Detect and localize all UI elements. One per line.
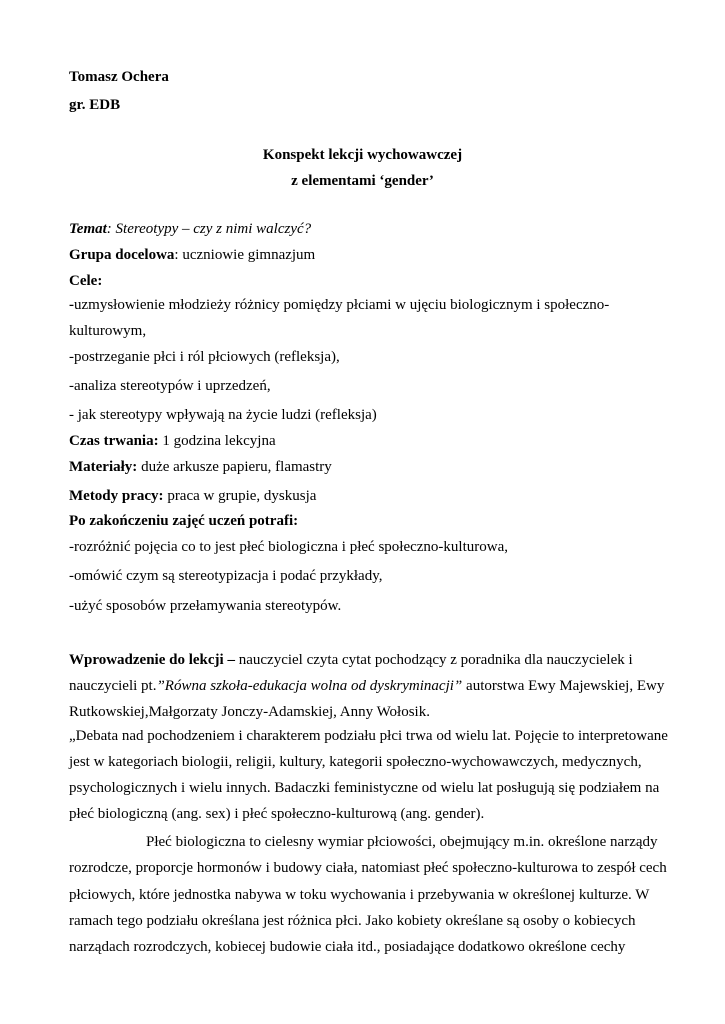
quote-line-4: płeć biologiczną (ang. sex) i płeć społeczno-kulturową (ang. gender).: [69, 806, 485, 822]
duration-label: Czas trwania:: [69, 433, 159, 449]
intro-label: Wprowadzenie do lekcji –: [69, 652, 235, 668]
outcome-item-3: -użyć sposobów przełamywania stereotypów.: [69, 598, 342, 614]
target-group-value: : uczniowie gimnazjum: [174, 247, 316, 263]
quote-line-6: rozrodcze, proporcje hormonów i budowy ciała, natomiast płeć społeczno-kulturowa to zespół cech: [69, 860, 667, 876]
outcomes-label: Po zakończeniu zajęć uczeń potrafi:: [69, 513, 299, 529]
quote-line-2: jest w kategoriach biologii, religii, kultury, kategorii społeczno-wychowawczych, medycznych,: [69, 754, 642, 770]
goal-item-1: -uzmysłowienie młodzieży różnicy pomiędzy płciami w ujęciu biologicznym i społeczno-: [69, 297, 610, 313]
goal-item-3: -analiza stereotypów i uprzedzeń,: [69, 378, 271, 394]
quote-line-5: Płeć biologiczna to cielesny wymiar płciowości, obejmujący m.in. określone narządy: [146, 834, 658, 850]
intro-line-2: nauczycieli pt.”Równa szkoła-edukacja wolna od dyskryminacji” autorstwa Ewy Majewskiej, Ewy: [69, 678, 665, 694]
materials-label: Materiały:: [69, 459, 138, 475]
topic-line: [69, 220, 311, 238]
duration-line: [69, 432, 276, 450]
goal-item-1-continuation: kulturowym,: [69, 323, 147, 339]
goal-item-4: - jak stereotypy wpływają na życie ludzi (refleksja): [69, 407, 377, 423]
goal-item-2: -postrzeganie płci i ról płciowych (refleksja),: [69, 349, 340, 365]
quote-line-1: „Debata nad pochodzeniem i charakterem podziału płci trwa od wielu lat. Pojęcie to interpretowane: [69, 728, 668, 744]
quote-line-9: narządach rozrodczych, kobiecej budowie ciała itd., posiadające dodatkowo określone cechy: [69, 939, 626, 955]
book-title: ”Równa szkoła-edukacja wolna od dyskryminacji”: [156, 678, 463, 694]
target-group-line: [69, 246, 315, 264]
goal-dash: -: [69, 297, 74, 313]
author-name: Tomasz Ochera: [69, 69, 169, 85]
duration-value: 1 godzina lekcyjna: [158, 433, 276, 449]
outcome-item-1: -rozróżnić pojęcia co to jest płeć biologiczna i płeć społeczno-kulturowa,: [69, 539, 508, 555]
quote-line-7: płciowych, które jednostka nabywa w toku wychowania i przebywania w określonej kulturze. W: [69, 887, 650, 903]
topic-label: Temat: [69, 221, 107, 237]
quote-line-3: psychologicznych i wielu innych. Badaczki feministyczne od wielu lat posługują się podziałem na: [69, 780, 660, 796]
methods-value: praca w grupie, dyskusja: [163, 488, 317, 504]
author-group: gr. EDB: [69, 97, 121, 113]
document-title-line-2: z elementami ‘gender’: [291, 173, 434, 189]
intro-line-3: Rutkowskiej,Małgorzaty Jonczy-Adamskiej, Anny Wołosik.: [69, 704, 430, 720]
quote-line-8: ramach tego podziału określana jest różnica płci. Jako kobiety określane są osoby o kobiecych: [69, 913, 636, 929]
methods-line: [69, 487, 316, 505]
goals-label: Cele:: [69, 273, 103, 289]
document-title-line-1: Konspekt lekcji wychowawczej: [262, 147, 463, 163]
outcome-item-2: -omówić czym są stereotypizacja i podać przykłady,: [69, 568, 383, 584]
materials-line: [69, 458, 332, 476]
materials-value: duże arkusze papieru, flamastry: [137, 459, 332, 475]
target-group-label: Grupa docelowa: [69, 247, 175, 263]
topic-value: : Stereotypy – czy z nimi walczyć?: [106, 221, 312, 237]
intro-line-1: Wprowadzenie do lekcji – nauczyciel czyta cytat pochodzący z poradnika dla nauczycielek i: [69, 652, 633, 668]
methods-label: Metody pracy:: [69, 488, 164, 504]
